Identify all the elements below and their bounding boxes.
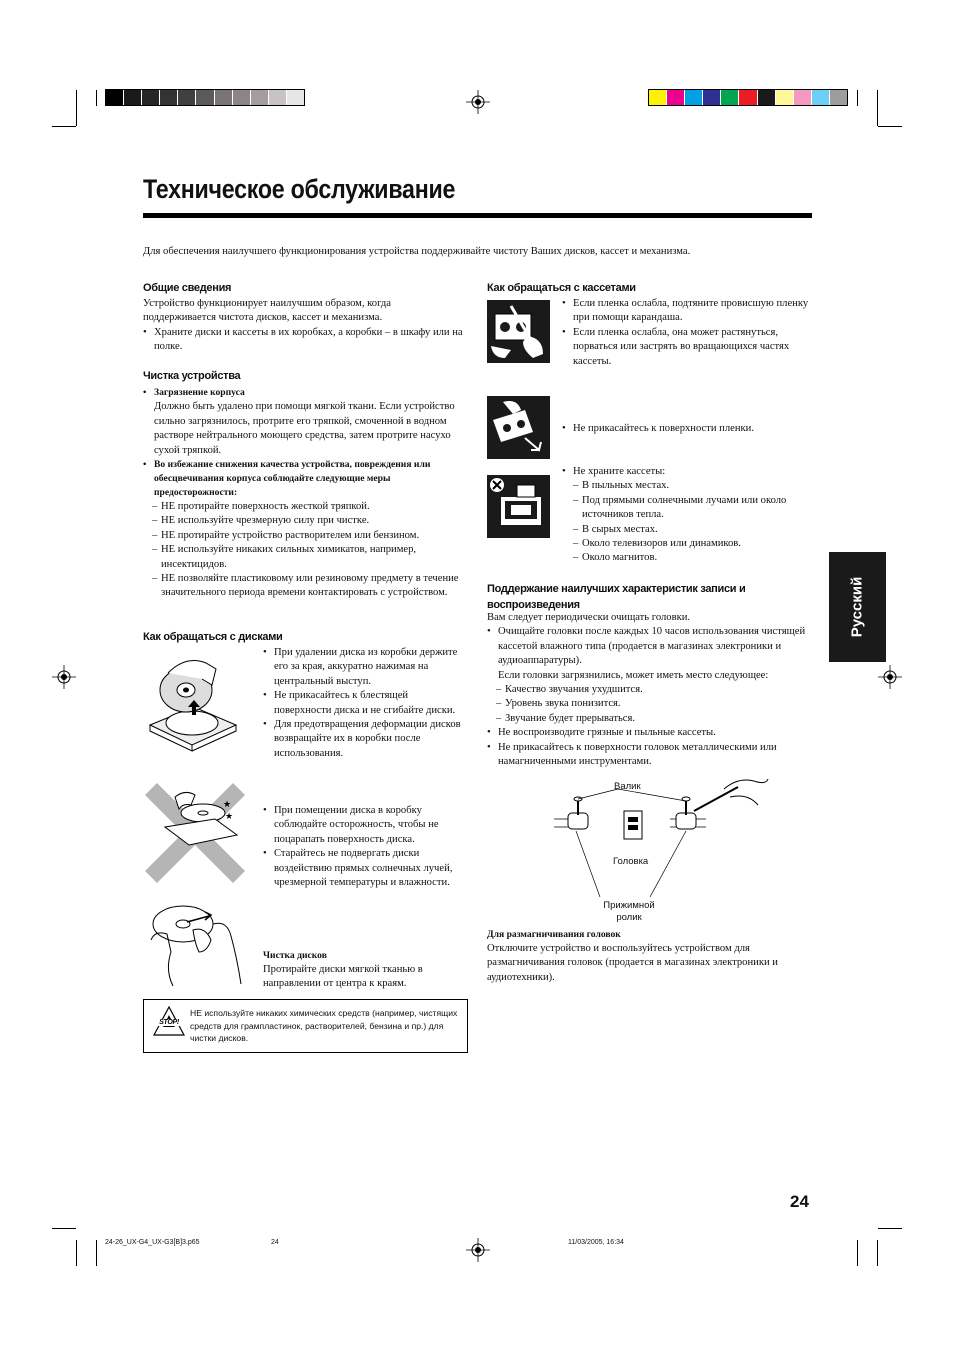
warning-text: НЕ используйте никаких химических средств (например, чистящих средств для грампластинок, растворителей, бензина и пр.) для чистки дисков. (190, 1008, 458, 1044)
grayscale-swatch (196, 90, 214, 105)
cassette-storage-icon (487, 475, 550, 538)
color-calibration-bar (648, 89, 848, 106)
cleaning-dash-3: – НЕ протирайте устройство растворителем или бензином. (143, 529, 470, 543)
color-swatch (667, 90, 685, 105)
footer-date: 11/03/2005, 16:34 (568, 1239, 624, 1246)
cleaning-b2-title: • Во избежание снижения качества устройства, повреждения или обесцвечивания корпуса соблюдайте следующие меры предосторожности: (143, 458, 470, 500)
heads-text-2: Если головки загрязнились, может иметь место следующее: (498, 669, 769, 681)
heads-heading: Поддержание наилучших характеристик записи и воспроизведения (487, 583, 746, 611)
disc-bullet-1: • При удалении диска из коробки держите его за края, аккуратно нажимая на центральный выступ. (263, 646, 463, 689)
demag-text: Отключите устройство и воспользуйтесь устройством для размагничивания головок (продается в магазинах электроники и аудиотехники). (487, 943, 778, 983)
color-swatch (830, 90, 847, 105)
cleaning-dash-5: – НЕ позволяйте пластиковому или резиновому предмету в течение значительного периода времени контактировать с устройством. (143, 572, 470, 601)
cleaning-heading: Чистка устройства (143, 370, 241, 382)
heads-text-1: Вам следует периодически очищать головки. (487, 612, 691, 623)
discs-heading: Как обращаться с дисками (143, 631, 283, 643)
color-swatch (721, 90, 739, 105)
color-swatch (739, 90, 757, 105)
heads-dash-1: – Качество звучания ухудшится. (487, 683, 812, 697)
registration-mark-bottom (466, 1238, 490, 1262)
color-swatch (776, 90, 794, 105)
cassette-bullet-1: • Если пленка ослабла, подтяните провисшую пленку при помощи карандаша. (562, 297, 812, 326)
cleaning-dash-1: – НЕ протирайте поверхность жесткой тряпкой. (143, 500, 470, 514)
svg-text:★: ★ (223, 800, 232, 810)
cassettes-heading: Как обращаться с кассетами (487, 282, 636, 294)
cleaning-dash-4: – НЕ используйте никаких сильных химикатов, например, инсектицидов. (143, 543, 470, 572)
heads-section (487, 611, 812, 769)
label-golovka: Головка (613, 856, 649, 867)
grayscale-swatch (251, 90, 269, 105)
tape-heads-diagram (554, 775, 770, 905)
color-swatch (703, 90, 721, 105)
cleaning-b1-title: • Загрязнение корпуса (143, 386, 470, 400)
svg-text:★: ★ (225, 812, 234, 822)
heads-bullet-2: • Не воспроизводите грязные и пыльные кассеты. (487, 726, 812, 740)
storage-dash-1: – В пыльных местах. (562, 479, 812, 493)
grayscale-swatch (124, 90, 142, 105)
title-rule (143, 213, 812, 218)
disc-clean-text: Протирайте диски мягкой тканью в направлении от центра к краям. (263, 964, 423, 990)
demag-title: Для размагничивания головок (487, 929, 621, 940)
general-bullet: • Храните диски и кассеты в их коробках, а коробки – в шкафу или на полке. (143, 326, 473, 355)
registration-mark-right (878, 665, 902, 689)
grayscale-swatch (269, 90, 287, 105)
disc-wrong-handling-illustration (145, 783, 245, 883)
cassette-storage-title: • Не храните кассеты: (562, 465, 812, 479)
color-swatch (685, 90, 703, 105)
cleaning-dash-2: – НЕ используйте чрезмерную силу при чистке. (143, 514, 470, 528)
page-number: 24 (790, 1192, 809, 1211)
disc-bullet-4: • При помещении диска в коробку соблюдайте осторожность, чтобы не поцарапать поверхность диска. (263, 804, 463, 847)
grayscale-swatch (233, 90, 251, 105)
label-valik: Валик (614, 781, 641, 792)
registration-mark-left (52, 665, 76, 689)
label-pinch-roller: Прижимной ролик (603, 900, 655, 923)
page-title: Техническое обслуживание (143, 174, 456, 204)
color-swatch (649, 90, 667, 105)
general-heading: Общие сведения (143, 282, 232, 294)
cassettes-group-3 (562, 465, 812, 566)
heads-dash-2: – Уровень звука понизится. (487, 697, 812, 711)
heads-bullet-3: • Не прикасайтесь к поверхности головок металлическими или намагниченными инструментами. (487, 741, 812, 770)
storage-dash-3: – В сырых местах. (562, 523, 812, 537)
heads-bullet-1: • Очищайте головки после каждых 10 часов использования чистящей кассетой влажного типа (продается в магазинах электроники и аудиоаппаратуры). (487, 625, 812, 668)
cassette-pencil-icon (487, 300, 550, 363)
storage-dash-2: – Под прямыми солнечными лучами или около источников тепла. (562, 494, 812, 523)
color-swatch (758, 90, 776, 105)
heads-dash-3: – Звучание будет прерываться. (487, 712, 812, 726)
disc-bullet-5: • Старайтесь не подвергать диски воздействию прямых солнечных лучей, чрезмерной температуры и влажности. (263, 847, 463, 890)
grayscale-swatch (215, 90, 233, 105)
footer-page: 24 (271, 1239, 279, 1246)
cleaning-b1-text: Должно быть удалено при помощи мягкой ткани. Если устройство сильно загрязнилось, протрите его тряпкой, смоченной в водном растворе нейтрального моющего средства, затем протрите насухо сухой тряпкой. (154, 401, 455, 456)
disc-cleaning-illustration (147, 900, 242, 986)
language-tab (829, 552, 886, 662)
cassette-bullet-2: • Если пленка ослабла, она может растянуться, порваться или застрять во вращающихся частях кассеты. (562, 326, 812, 369)
warning-box (143, 999, 468, 1053)
grayscale-swatch (142, 90, 160, 105)
disc-removal-illustration (146, 655, 238, 755)
color-swatch (812, 90, 830, 105)
color-swatch (794, 90, 812, 105)
discs-group-1 (263, 646, 463, 761)
intro-text: Для обеспечения наилучшего функционирования устройства поддерживайте чистоту Ваших дисков, кассет и механизма. (143, 246, 691, 257)
grayscale-swatch (287, 90, 304, 105)
grayscale-swatch (178, 90, 196, 105)
cleaning-section (143, 386, 470, 601)
cassettes-group-1 (562, 297, 812, 369)
stop-label: STOP! (153, 1019, 185, 1026)
disc-clean-title: Чистка дисков (263, 950, 327, 961)
disc-bullet-2: • Не прикасайтесь к блестящей поверхности диска и не сгибайте диски. (263, 689, 463, 718)
registration-mark-top (466, 90, 490, 114)
storage-dash-4: – Около телевизоров или динамиков. (562, 537, 812, 551)
cassette-no-touch-icon (487, 396, 550, 459)
general-text: Устройство функционирует наилучшим образом, когда поддерживается чистота дисков, кассет и механизма. (143, 298, 391, 324)
disc-bullet-3: • Для предотвращения деформации дисков возвращайте их в коробки после использования. (263, 718, 463, 761)
grayscale-swatch (160, 90, 178, 105)
grayscale-calibration-bar (105, 89, 305, 106)
grayscale-swatch (106, 90, 124, 105)
storage-dash-5: – Около магнитов. (562, 551, 812, 565)
language-tab-label: Русский (848, 576, 866, 638)
cassette-bullet-3: • Не прикасайтесь к поверхности пленки. (562, 422, 812, 436)
footer-file: 24-26_UX-G4_UX-G3[B]3.p65 (105, 1239, 200, 1246)
discs-group-2 (263, 804, 463, 890)
